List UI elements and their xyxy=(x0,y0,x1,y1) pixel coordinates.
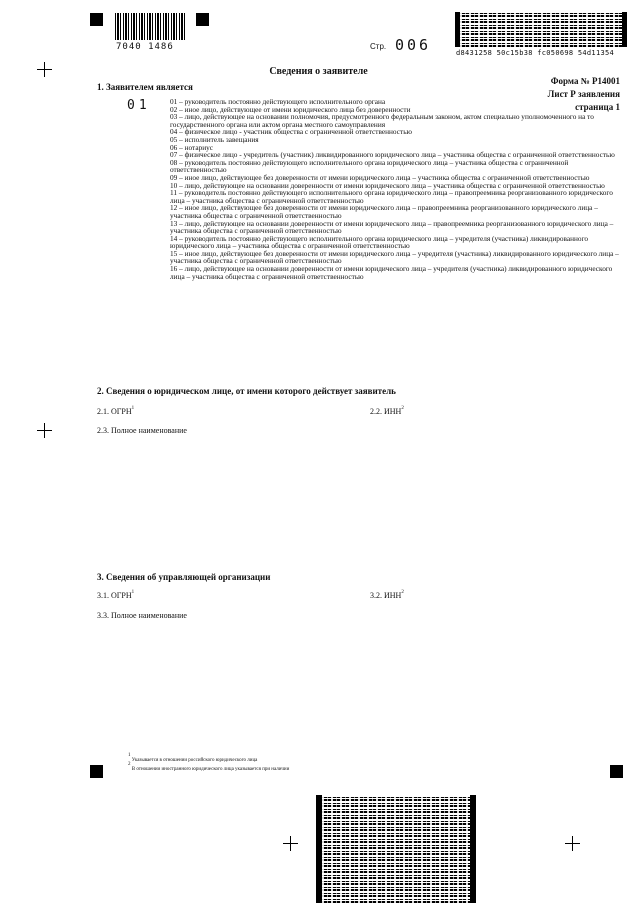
ogrn-label: 3.1. ОГРН xyxy=(97,591,132,600)
corner-marker-top-left xyxy=(90,13,103,26)
form-name: Форма № Р14001 xyxy=(550,76,620,86)
form-page: страница 1 xyxy=(575,102,620,112)
page-number: 006 xyxy=(395,36,432,54)
section1-title: 1. Заявителем является xyxy=(97,82,193,92)
option-item: 05 – исполнитель завещания xyxy=(170,134,259,144)
pdf417-barcode-top xyxy=(455,12,627,47)
option-item: 03 – лицо, действующее на основании полномочия, предусмотренного федеральным законом, актом специально уполномоченного на то государственного органа или актом органа местного самоуправления xyxy=(170,112,594,129)
option-item: 04 – физическое лицо - участник общества с ограниченной ответственностью xyxy=(170,127,412,137)
footnote-text: В отношении иностранного юридического лица указывается при наличии xyxy=(131,767,290,772)
section3-ogrn-field[interactable] xyxy=(97,591,134,600)
footnote-number: 2 xyxy=(128,762,131,767)
corner-marker-top-mid xyxy=(196,13,209,26)
option-item: 13 – лицо, действующее на основании доверенности от имени юридического лица – правопреемника реорганизованного юридического лица – участника общества с ограниченной ответственностью xyxy=(170,218,614,236)
option-item: 10 – лицо, действующее на основании доверенности от имени юридического лица – участника общества с ограниченной ответственностью xyxy=(170,180,605,190)
corner-marker-bottom-left xyxy=(90,765,103,778)
footnote-ref: 1 xyxy=(131,406,135,411)
option-item: 12 – иное лицо, действующее без доверенности от имени юридического лица – правопреемника реорганизованного юридического лица – участника общества с ограниченной ответственностью xyxy=(170,203,598,220)
form-sheet: Лист Р заявления xyxy=(547,89,620,99)
cross-mark-bottom-right xyxy=(565,836,580,851)
section2-ogrn-field[interactable] xyxy=(97,407,134,416)
option-item: 08 – руководитель постоянно действующего исполнительного органа юридического лица – участника общества с ограниченной ответственностью xyxy=(170,157,569,175)
footnote-ref: 1 xyxy=(131,590,135,595)
footnote-number: 1 xyxy=(128,753,131,758)
option-item: 02 – иное лицо, действующее от имени юридического лица без доверенности xyxy=(170,104,411,114)
option-item: 15 – иное лицо, действующее без доверенности от имени юридического лица – учредителя (участника) ликвидированного юридического лица – участника общества с ограниченной ответственностью xyxy=(170,248,619,266)
footnote-1 xyxy=(128,753,258,763)
option-item: 06 – нотариус xyxy=(170,142,214,152)
footnote-ref: 2 xyxy=(401,590,404,595)
applicant-options-list xyxy=(170,98,620,280)
linear-barcode xyxy=(115,13,185,40)
footnote-text: Указывается в отношении российского юридического лица xyxy=(131,758,258,763)
barcode-number: 7040 1486 xyxy=(116,42,174,52)
option-item: 01 – руководитель постоянно действующего исполнительного органа xyxy=(170,97,386,106)
option-item: 11 – руководитель постоянно действующего исполнительного органа юридического лица – правопреемника реорганизованного юридического лица – участника общества с ограниченной ответственностью xyxy=(170,188,613,205)
footnote-ref: 2 xyxy=(401,406,404,411)
page-title: Сведения о заявителе xyxy=(269,66,368,77)
cross-mark-bottom-left xyxy=(283,836,298,851)
section2-name-field[interactable]: 2.3. Полное наименование xyxy=(97,426,187,435)
option-item: 14 – руководитель постоянно действующего исполнительного органа юридического лица – учредителя (участника) ликвидированного юридического лица – участника общества с ограниченной ответственностью xyxy=(170,233,589,251)
applicant-code-field[interactable]: 01 xyxy=(127,98,151,113)
option-item: 09 – иное лицо, действующее без доверенности от имени юридического лица – участника общества с ограниченной ответственностью xyxy=(170,172,590,182)
corner-marker-bottom-right xyxy=(610,765,623,778)
inn-label: 3.2. ИНН xyxy=(370,591,402,600)
ogrn-label: 2.1. ОГРН xyxy=(97,407,132,416)
section3-title: 3. Сведения об управляющей организации xyxy=(97,572,271,582)
inn-label: 2.2. ИНН xyxy=(370,407,402,416)
section2-inn-field[interactable] xyxy=(370,407,404,416)
section3-name-field[interactable]: 3.3. Полное наименование xyxy=(97,611,187,620)
footnote-2 xyxy=(128,762,290,772)
option-item: 07 – физическое лицо - учредитель (участник) ликвидированного юридического лица – участника общества с ограниченной ответственностью xyxy=(170,150,615,160)
option-item: 16 – лицо, действующее на основании доверенности от имени юридического лица – учредителя (участника) ликвидированного юридического лица – участника общества с ограниченной ответственностью xyxy=(170,264,613,281)
section2-title: 2. Сведения о юридическом лице, от имени которого действует заявитель xyxy=(97,386,396,396)
cross-mark-middle xyxy=(37,423,52,438)
pdf417-number: d8431258 50c15b38 fc050698 54d11354 xyxy=(456,49,615,57)
page-label: Стр. xyxy=(370,42,387,51)
pdf417-barcode-bottom xyxy=(316,795,476,903)
section3-inn-field[interactable] xyxy=(370,591,404,600)
